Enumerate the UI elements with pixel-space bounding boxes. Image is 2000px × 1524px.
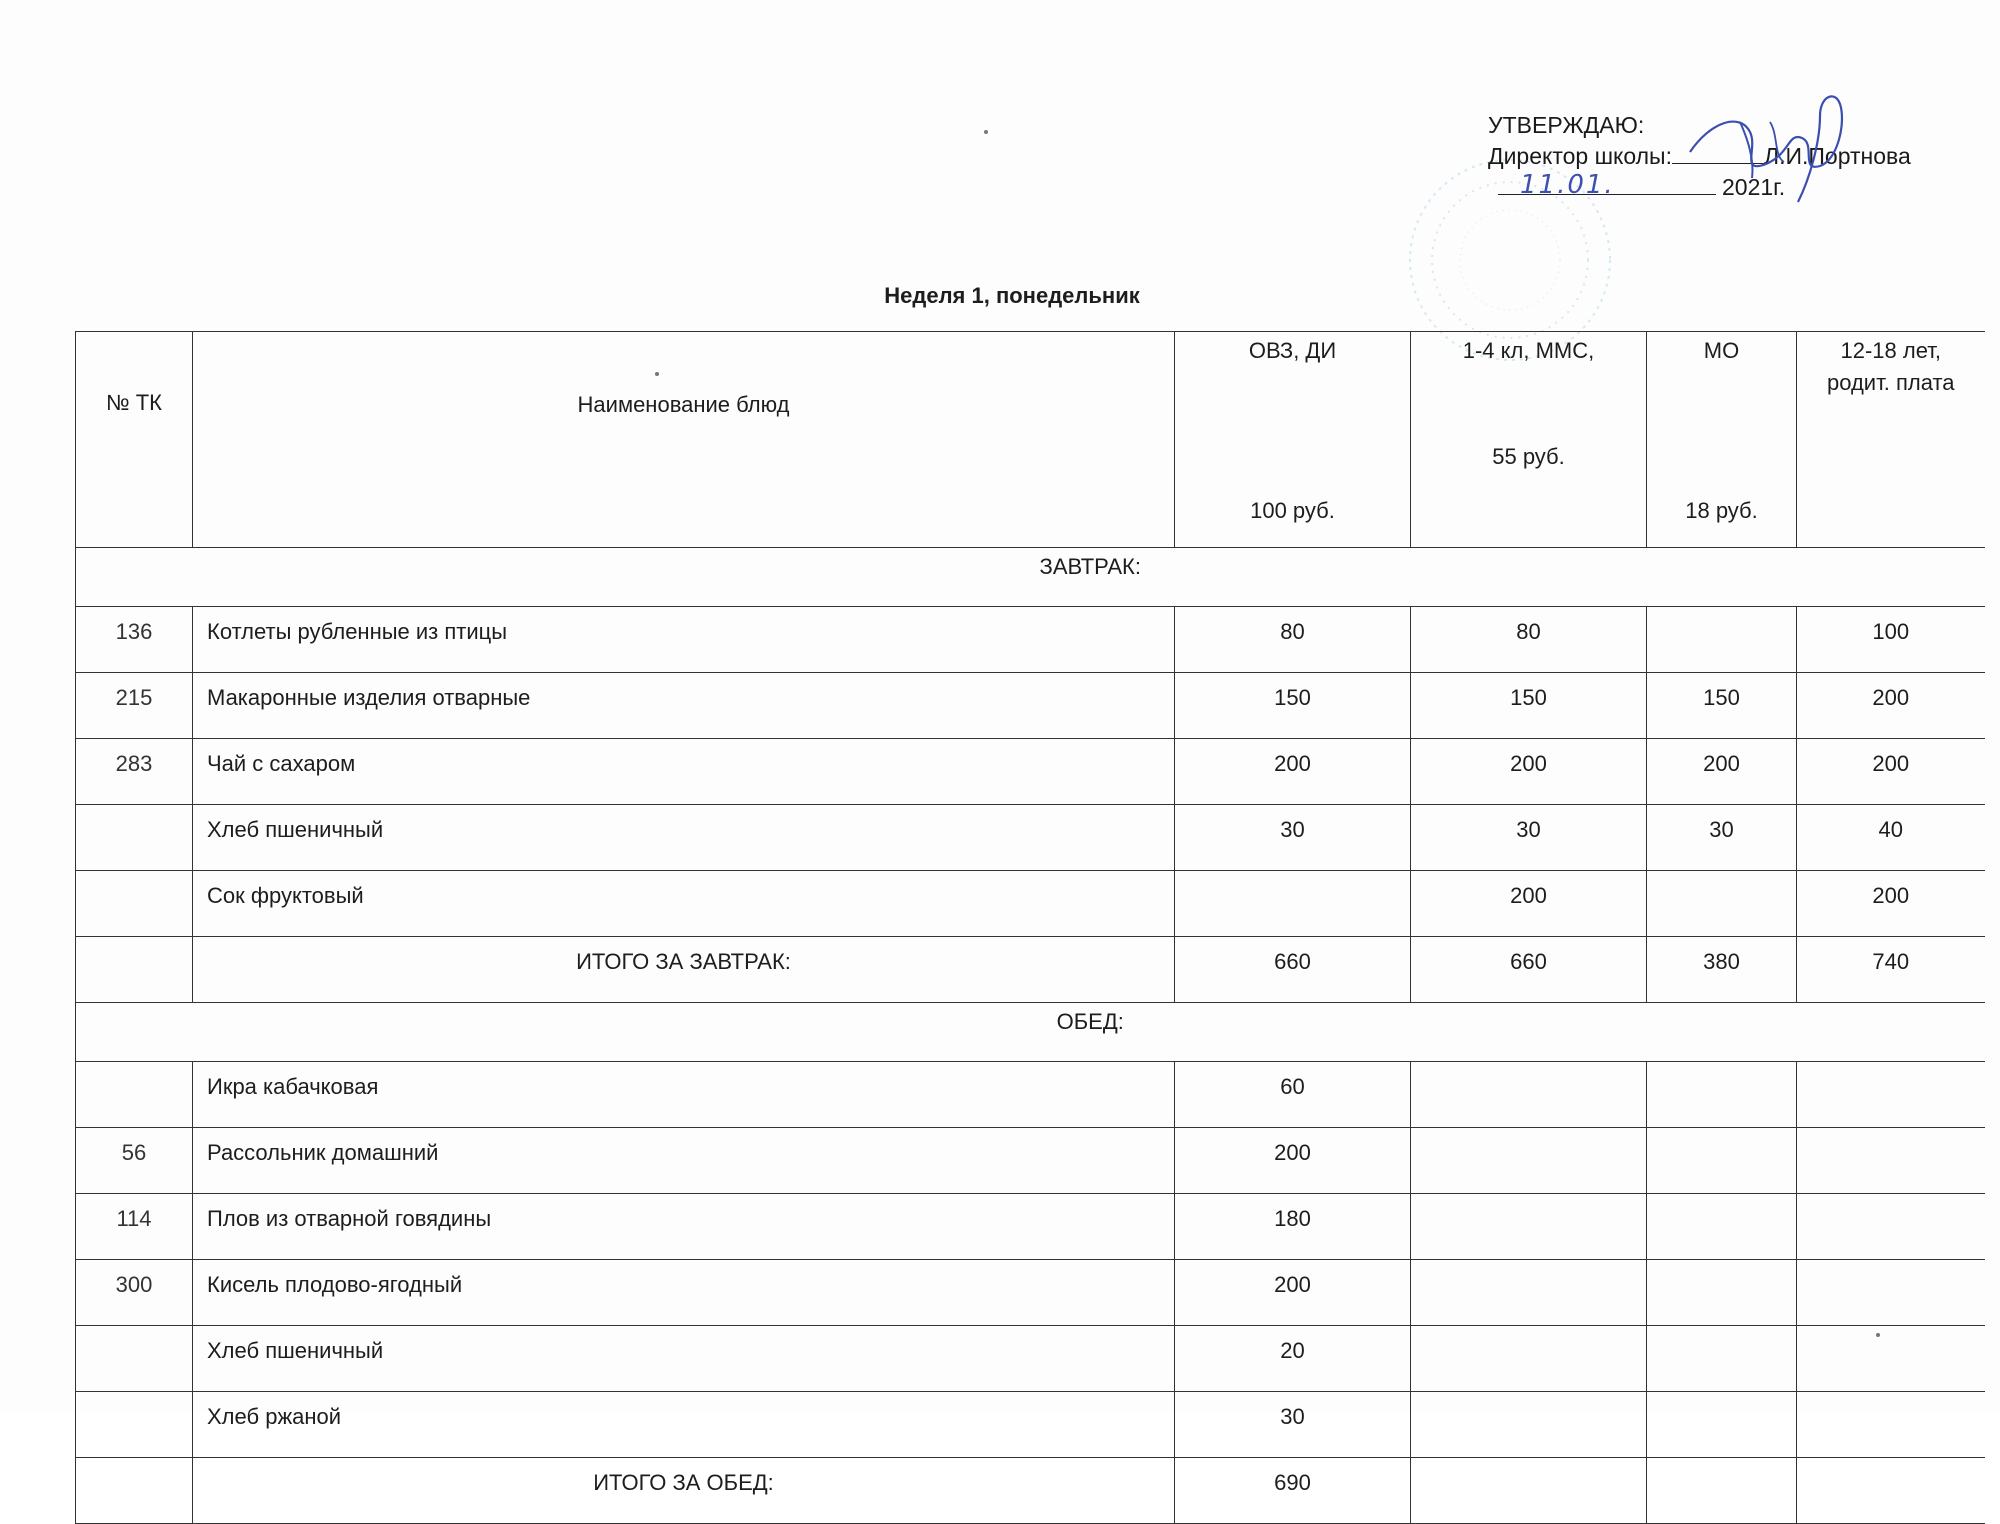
cell-name: Икра кабачковая [193, 1062, 1175, 1128]
cell-col1: 150 [1175, 673, 1411, 739]
cell-col1: 60 [1175, 1062, 1411, 1128]
cell-name: Сок фруктовый [193, 871, 1175, 937]
cell-name: Котлеты рубленные из птицы [193, 607, 1175, 673]
cell-col3: 30 [1647, 805, 1797, 871]
cell-code: 114 [76, 1194, 193, 1260]
cell-code: 215 [76, 673, 193, 739]
cell-col1 [1175, 871, 1411, 937]
cell-code [76, 937, 193, 1003]
cell-col2: 30 [1411, 805, 1647, 871]
table-row [76, 1326, 1985, 1392]
scan-speck [655, 372, 659, 376]
section-lunch [76, 1003, 1985, 1062]
handwritten-date: 11.01. [1520, 170, 1615, 200]
cell-col2 [1411, 1128, 1647, 1194]
cell-name: Кисель плодово-ягодный [193, 1260, 1175, 1326]
cell-col2: 80 [1411, 607, 1647, 673]
header-name: Наименование блюд [193, 332, 1175, 548]
total-col4: 740 [1797, 937, 1985, 1003]
scan-speck [984, 130, 988, 134]
cell-col3 [1647, 1128, 1797, 1194]
cell-col3 [1647, 1260, 1797, 1326]
table-row [76, 739, 1985, 805]
total-col3: 380 [1647, 937, 1797, 1003]
cell-col4: 200 [1797, 871, 1985, 937]
cell-col4 [1797, 1392, 1985, 1458]
table-row [76, 871, 1985, 937]
table-row [76, 1260, 1985, 1326]
cell-col2: 200 [1411, 739, 1647, 805]
cell-col4: 200 [1797, 673, 1985, 739]
cell-code: 136 [76, 607, 193, 673]
cell-col4 [1797, 1194, 1985, 1260]
page-title: Неделя 1, понедельник [884, 283, 1140, 308]
total-label: ИТОГО ЗА ЗАВТРАК: [193, 937, 1175, 1003]
cell-col2: 200 [1411, 871, 1647, 937]
section-label: ОБЕД: [76, 1003, 1985, 1062]
cell-col4: 200 [1797, 739, 1985, 805]
section-label: ЗАВТРАК: [76, 548, 1985, 607]
header-code: № ТК [76, 332, 193, 548]
cell-col2 [1411, 1194, 1647, 1260]
approval-year: 2021г. [1722, 174, 1786, 200]
cell-col1: 80 [1175, 607, 1411, 673]
cell-col4 [1797, 1128, 1985, 1194]
cell-name: Хлеб ржаной [193, 1392, 1175, 1458]
total-col1: 660 [1175, 937, 1411, 1003]
cell-code [76, 1458, 193, 1524]
menu-table [75, 331, 1985, 1524]
total-col1: 690 [1175, 1458, 1411, 1524]
cell-col3 [1647, 1194, 1797, 1260]
total-col2: 660 [1411, 937, 1647, 1003]
cell-name: Хлеб пшеничный [193, 1326, 1175, 1392]
cell-col1: 200 [1175, 739, 1411, 805]
cell-name: Чай с сахаром [193, 739, 1175, 805]
cell-col1: 20 [1175, 1326, 1411, 1392]
table-row [76, 1194, 1985, 1260]
cell-col2 [1411, 1392, 1647, 1458]
cell-col2 [1411, 1062, 1647, 1128]
table-row [76, 607, 1985, 673]
total-row-breakfast [76, 937, 1985, 1003]
total-col2 [1411, 1458, 1647, 1524]
cell-col4 [1797, 1326, 1985, 1392]
header-col1: ОВЗ, ДИ 100 руб. [1175, 332, 1411, 548]
cell-col3 [1647, 1062, 1797, 1128]
table-row [76, 805, 1985, 871]
table-header-row [76, 332, 1985, 548]
cell-col3: 150 [1647, 673, 1797, 739]
cell-col4 [1797, 1260, 1985, 1326]
cell-code [76, 1326, 193, 1392]
cell-name: Рассольник домашний [193, 1128, 1175, 1194]
cell-code [76, 805, 193, 871]
cell-code [76, 1062, 193, 1128]
cell-name: Макаронные изделия отварные [193, 673, 1175, 739]
cell-col2: 150 [1411, 673, 1647, 739]
director-label: Директор школы: [1488, 143, 1672, 169]
cell-code: 300 [76, 1260, 193, 1326]
cell-col1: 30 [1175, 805, 1411, 871]
table-row [76, 1062, 1985, 1128]
cell-col3 [1647, 1392, 1797, 1458]
header-col3: МО 18 руб. [1647, 332, 1797, 548]
approval-heading: УТВЕРЖДАЮ: [1488, 112, 1645, 138]
total-row-lunch [76, 1458, 1985, 1524]
cell-col2 [1411, 1326, 1647, 1392]
cell-col4: 40 [1797, 805, 1985, 871]
cell-col4 [1797, 1062, 1985, 1128]
cell-code: 56 [76, 1128, 193, 1194]
cell-name: Хлеб пшеничный [193, 805, 1175, 871]
cell-col1: 180 [1175, 1194, 1411, 1260]
cell-col3 [1647, 871, 1797, 937]
cell-col1: 200 [1175, 1128, 1411, 1194]
total-col3 [1647, 1458, 1797, 1524]
cell-col4: 100 [1797, 607, 1985, 673]
header-col2: 1-4 кл, ММС, 55 руб. [1411, 332, 1647, 548]
section-breakfast [76, 548, 1985, 607]
director-signature [1670, 82, 1860, 212]
table-row [76, 1392, 1985, 1458]
table-row [76, 673, 1985, 739]
total-label: ИТОГО ЗА ОБЕД: [193, 1458, 1175, 1524]
total-col4 [1797, 1458, 1985, 1524]
cell-col3: 200 [1647, 739, 1797, 805]
cell-col1: 200 [1175, 1260, 1411, 1326]
header-col4: 12-18 лет, родит. плата [1797, 332, 1985, 548]
cell-col3 [1647, 607, 1797, 673]
director-name: Л.И.Портнова [1763, 143, 1911, 169]
cell-code [76, 871, 193, 937]
cell-name: Плов из отварной говядины [193, 1194, 1175, 1260]
cell-col1: 30 [1175, 1392, 1411, 1458]
cell-code [76, 1392, 193, 1458]
cell-code: 283 [76, 739, 193, 805]
cell-col2 [1411, 1260, 1647, 1326]
table-row [76, 1128, 1985, 1194]
scan-speck [1876, 1333, 1880, 1337]
cell-col3 [1647, 1326, 1797, 1392]
